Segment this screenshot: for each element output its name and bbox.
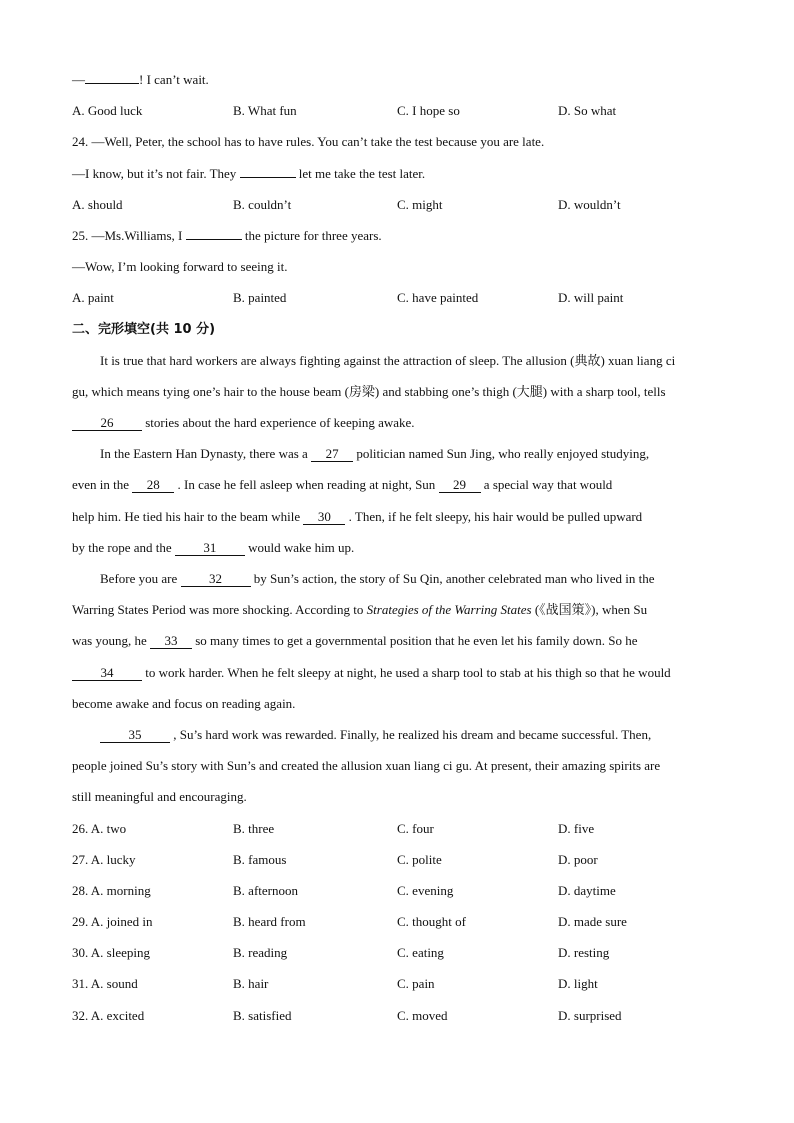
q24-text-post: let me take the test later. bbox=[298, 165, 426, 181]
text: In the Eastern Han Dynasty, there was a bbox=[100, 446, 308, 462]
passage-p1-line1: It is true that hard workers are always fighting against the attraction of sleep. The allusion (典故) xuan liang ci bbox=[100, 352, 676, 368]
option-b: B. heard from bbox=[233, 914, 306, 930]
option-d: D. made sure bbox=[558, 914, 627, 930]
section-heading: 二、完形填空(共 10 分) bbox=[72, 321, 216, 337]
choice-row-30 bbox=[72, 937, 722, 968]
blank-34: 34 bbox=[72, 665, 142, 681]
q25-text-post: the picture for three years. bbox=[244, 227, 382, 243]
blank-26: 26 bbox=[72, 415, 142, 431]
blank-33: 33 bbox=[150, 633, 192, 649]
option-b: B. afternoon bbox=[233, 882, 298, 898]
option-c: C. might bbox=[397, 196, 443, 212]
option-c: C. polite bbox=[397, 851, 442, 867]
option-d: D. surprised bbox=[558, 1007, 622, 1023]
option-d: D. daytime bbox=[558, 882, 616, 898]
option-a: 29. A. joined in bbox=[72, 914, 153, 930]
option-d: D. resting bbox=[558, 945, 610, 961]
choice-row-28 bbox=[72, 875, 722, 906]
q24-line1: 24. —Well, Peter, the school has to have rules. You can’t take the test because you are late. bbox=[72, 134, 545, 150]
option-a: A. should bbox=[72, 196, 123, 212]
passage-p1-line2: gu, which means tying one’s hair to the house beam (房梁) and stabbing one’s thigh (大腿) with a sharp tool, tells bbox=[72, 383, 666, 399]
option-a: 28. A. morning bbox=[72, 882, 151, 898]
blank-32: 32 bbox=[181, 571, 251, 587]
choice-row-32 bbox=[72, 1000, 722, 1031]
passage-p2-line1 bbox=[72, 438, 722, 469]
q24-options bbox=[72, 189, 722, 220]
q25-options bbox=[72, 282, 722, 313]
option-c: C. thought of bbox=[397, 914, 466, 930]
option-a: 32. A. excited bbox=[72, 1007, 145, 1023]
option-d: D. five bbox=[558, 820, 595, 836]
text: a special way that would bbox=[483, 477, 613, 493]
option-d: D. poor bbox=[558, 851, 598, 867]
blank-30: 30 bbox=[303, 509, 345, 525]
passage-p2-line3 bbox=[72, 501, 722, 532]
option-b: B. satisfied bbox=[233, 1007, 292, 1023]
q25-text-pre: 25. —Ms.Williams, I bbox=[72, 227, 183, 243]
passage-p4-line1 bbox=[72, 719, 722, 750]
passage-p4-line3: still meaningful and encouraging. bbox=[72, 789, 247, 805]
q24-line2 bbox=[72, 158, 722, 189]
text: Before you are bbox=[100, 571, 178, 586]
text: Warring States Period was more shocking. According to bbox=[72, 602, 364, 618]
q23-answer-text: ! I can’t wait. bbox=[139, 72, 209, 87]
text: to work harder. When he felt sleepy at night, he used a sharp tool to stab at his thigh so that he would bbox=[145, 664, 671, 680]
blank-29: 29 bbox=[439, 477, 481, 493]
exam-page bbox=[72, 64, 722, 1031]
passage-p3-line1 bbox=[72, 563, 722, 594]
passage-p2-line2 bbox=[72, 469, 722, 500]
text: (《战国策》), when Su bbox=[534, 602, 648, 618]
text: so many times to get a governmental position that he even let his family down. So he bbox=[195, 633, 638, 649]
passage-p3-line5: become awake and focus on reading again. bbox=[72, 695, 296, 711]
option-b: B. reading bbox=[233, 945, 288, 961]
option-b: B. couldn’t bbox=[233, 196, 292, 212]
text: . In case he fell asleep when reading at night, Sun bbox=[177, 477, 436, 493]
q23-answer-line bbox=[72, 64, 722, 95]
q25-line2: —Wow, I’m looking forward to seeing it. bbox=[72, 259, 288, 275]
text: by Sun’s action, the story of Su Qin, another celebrated man who lived in the bbox=[253, 571, 655, 586]
option-b: B. painted bbox=[233, 290, 287, 306]
option-a: A. paint bbox=[72, 290, 114, 306]
passage-p3-line4 bbox=[72, 657, 722, 688]
text: help him. He tied his hair to the beam while bbox=[72, 508, 301, 524]
q24-blank bbox=[240, 177, 296, 178]
option-c: C. four bbox=[397, 820, 434, 836]
blank-35: 35 bbox=[100, 727, 170, 743]
option-d: D. will paint bbox=[558, 290, 624, 306]
q25-blank bbox=[186, 239, 242, 240]
option-c: C. have painted bbox=[397, 290, 479, 306]
text: , Su’s hard work was rewarded. Finally, he realized his dream and became successful. Then, bbox=[173, 726, 652, 742]
text: stories about the hard experience of keeping awake. bbox=[145, 415, 415, 431]
option-c: C. I hope so bbox=[397, 103, 460, 119]
option-c: C. moved bbox=[397, 1007, 448, 1023]
option-a: 26. A. two bbox=[72, 820, 127, 836]
passage-p1-line3 bbox=[72, 407, 722, 438]
option-d: D. So what bbox=[558, 103, 617, 119]
passage-p4-line2: people joined Su’s story with Sun’s and created the allusion xuan liang ci gu. At present, their amazing spirits are bbox=[72, 758, 661, 774]
option-a: 27. A. lucky bbox=[72, 851, 136, 867]
q23-options bbox=[72, 95, 722, 126]
text: would wake him up. bbox=[248, 539, 355, 555]
q24-text-pre: —I know, but it’s not fair. They bbox=[72, 165, 237, 181]
choice-row-31 bbox=[72, 968, 722, 999]
option-b: B. famous bbox=[233, 851, 287, 867]
option-b: B. three bbox=[233, 820, 275, 836]
choice-row-27 bbox=[72, 844, 722, 875]
passage-p2-line4 bbox=[72, 532, 722, 563]
book-title: Strategies of the Warring States bbox=[366, 602, 532, 618]
option-c: C. evening bbox=[397, 882, 454, 898]
option-b: B. What fun bbox=[233, 103, 297, 119]
dash: — bbox=[72, 72, 85, 87]
text: even in the bbox=[72, 477, 130, 493]
choice-row-26 bbox=[72, 813, 722, 844]
option-a: 30. A. sleeping bbox=[72, 945, 150, 961]
option-a: 31. A. sound bbox=[72, 976, 138, 992]
text: politician named Sun Jing, who really enjoyed studying, bbox=[356, 446, 650, 462]
text: was young, he bbox=[72, 633, 147, 649]
option-c: C. pain bbox=[397, 976, 435, 992]
blank-27: 27 bbox=[311, 446, 353, 462]
text: . Then, if he felt sleepy, his hair would be pulled upward bbox=[348, 508, 643, 524]
option-b: B. hair bbox=[233, 976, 269, 992]
blank-28: 28 bbox=[132, 477, 174, 493]
q25-line1 bbox=[72, 220, 722, 251]
option-c: C. eating bbox=[397, 945, 444, 961]
text: by the rope and the bbox=[72, 539, 172, 555]
blank-31: 31 bbox=[175, 540, 245, 556]
option-d: D. light bbox=[558, 976, 598, 992]
q23-blank bbox=[85, 83, 139, 84]
option-d: D. wouldn’t bbox=[558, 196, 621, 212]
choice-row-29 bbox=[72, 906, 722, 937]
option-a: A. Good luck bbox=[72, 103, 143, 119]
passage-p3-line3 bbox=[72, 625, 722, 656]
passage-p3-line2 bbox=[72, 594, 722, 625]
